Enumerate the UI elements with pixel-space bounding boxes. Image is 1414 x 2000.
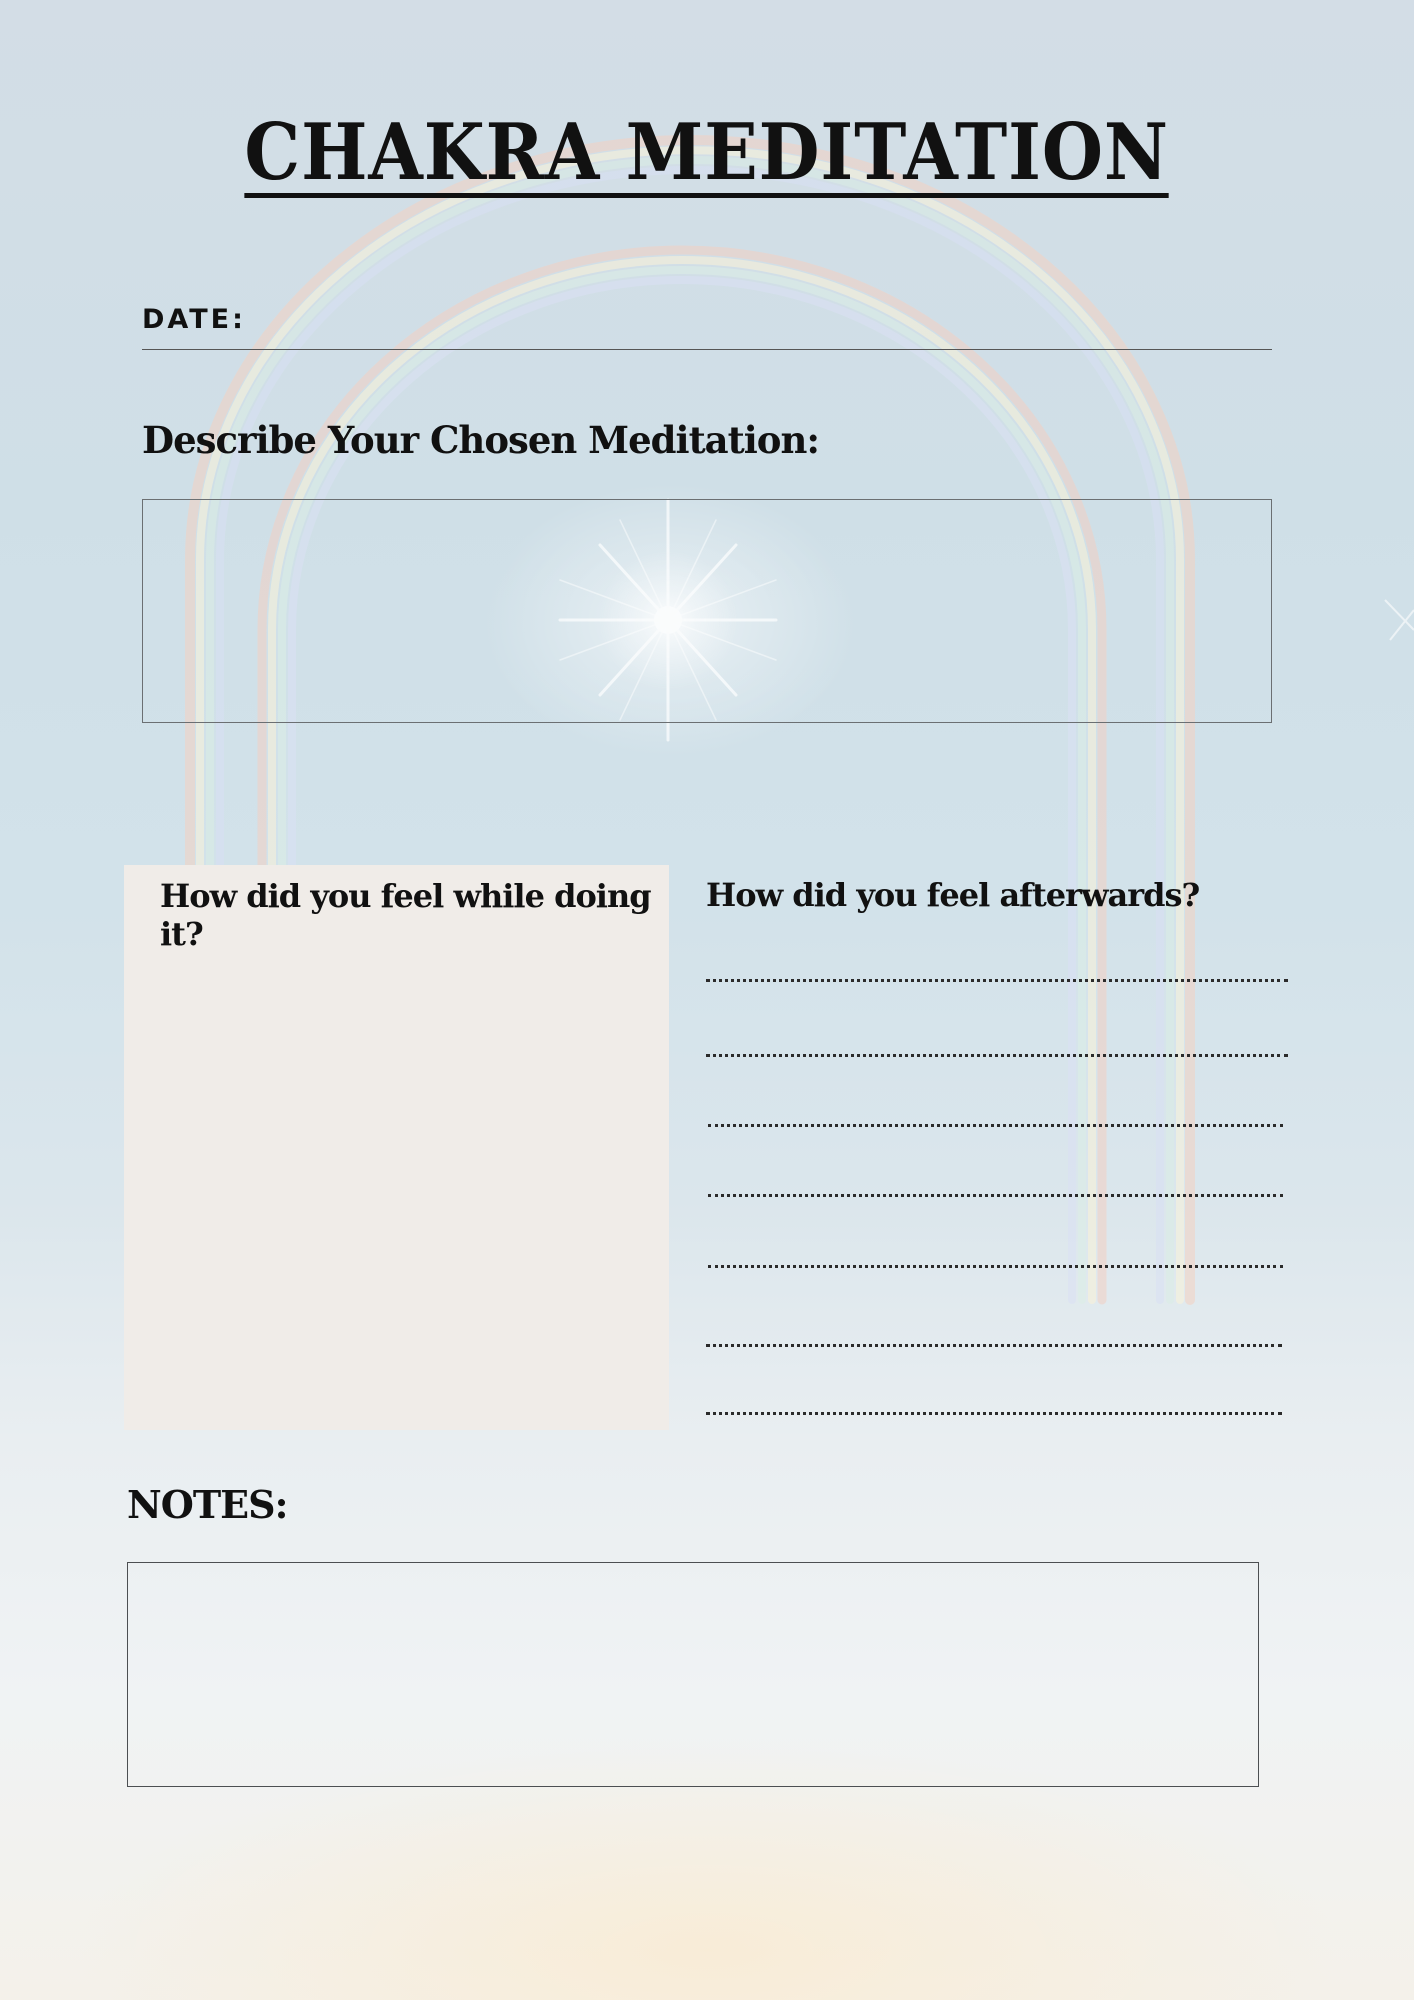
afterwards-writing-line[interactable] <box>708 1124 1283 1127</box>
date-label: DATE: <box>142 304 246 335</box>
afterwards-writing-line[interactable] <box>706 979 1288 982</box>
feel-during-panel[interactable] <box>124 865 669 1430</box>
feel-afterwards-heading: How did you feel afterwards? <box>706 876 1200 914</box>
date-entry-line[interactable] <box>142 349 1272 350</box>
notes-box[interactable] <box>127 1562 1259 1787</box>
afterwards-writing-line[interactable] <box>708 1194 1283 1197</box>
feel-during-heading: How did you feel while doing it? <box>160 877 651 953</box>
describe-meditation-heading: Describe Your Chosen Meditation: <box>142 418 820 462</box>
afterwards-writing-line[interactable] <box>706 1412 1282 1415</box>
afterwards-writing-line[interactable] <box>708 1265 1283 1268</box>
notes-heading: NOTES: <box>127 1482 288 1527</box>
afterwards-writing-line[interactable] <box>706 1054 1288 1057</box>
describe-meditation-box[interactable] <box>142 499 1272 723</box>
afterwards-writing-line[interactable] <box>706 1344 1282 1347</box>
page-title: CHAKRA MEDITATION <box>244 107 1170 198</box>
